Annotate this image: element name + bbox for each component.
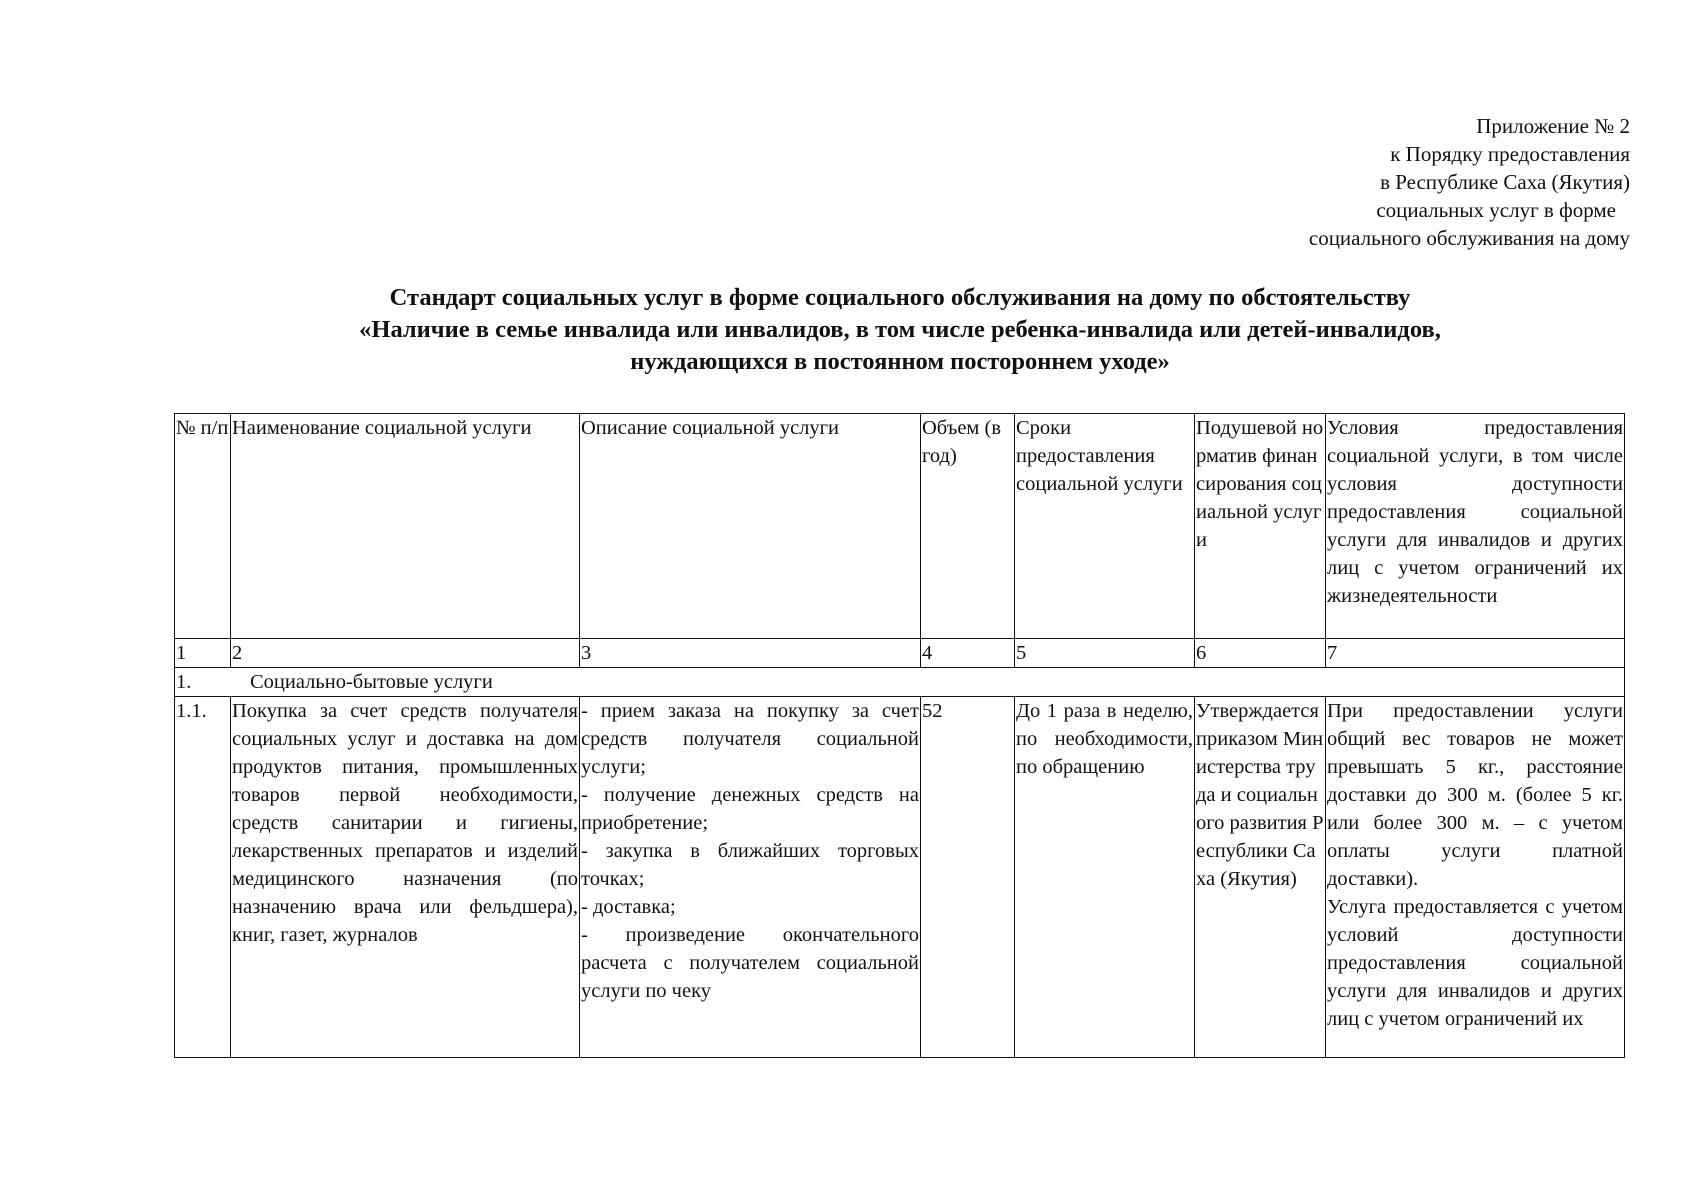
appendix-line: социальных услуг в форме — [1376, 198, 1616, 222]
header-cell-name: Наименование социальной услуги — [231, 414, 580, 639]
header-cell-conditions: Условия предоставления социальной услуги, в том числе условия доступности предоставления социальной услуги для инвалидов и других лиц с учетом ограничений их жизнедеятельности — [1326, 414, 1625, 639]
row-conditions: При предоставлении услуги общий вес товаров не может превышать 5 кг., расстояние доставки до 300 м. (более 5 кг. или более 300 м. – с учетом оплаты услуги платной доставки). Услуга предоставляется с учетом условий доступности предоставления социальной услуги для инвалидов и других лиц с учетом ограничений их — [1326, 697, 1625, 1058]
column-number: 5 — [1015, 639, 1195, 668]
row-service-name: Покупка за счет средств получателя социальных услуг и доставка на дом продуктов питания, промышленных товаров первой необходимости, средств санитарии и гигиены, лекарственных препаратов и изделий медицинского назначения (по назначению врача или фельдшера), книг, газет, журналов — [231, 697, 580, 1058]
column-number: 7 — [1326, 639, 1625, 668]
document-title — [170, 282, 1630, 378]
row-volume: 52 — [921, 697, 1015, 1058]
title-line: нуждающихся в постоянном постороннем уходе» — [630, 348, 1170, 375]
title-line: «Наличие в семье инвалида или инвалидов, в том числе ребенка-инвалида или детей-инвалидов, — [359, 316, 1441, 343]
column-number: 1 — [175, 639, 231, 668]
table-header-row — [175, 414, 1625, 639]
appendix-line: социального обслуживания на дому — [1308, 226, 1630, 250]
services-standard-table — [174, 413, 1625, 1058]
title-line: Стандарт социальных услуг в форме социального обслуживания на дому по обстоятельству — [389, 284, 1411, 311]
row-description: - прием заказа на покупку за счет средств получателя социальной услуги; - получение денежных средств на приобретение; - закупка в ближайших торговых точках; - доставка; - произведение окончательного расчета с получателем социальной услуги по чеку — [580, 697, 921, 1058]
appendix-note — [1150, 112, 1630, 252]
column-number: 2 — [231, 639, 580, 668]
row-terms: До 1 раза в неделю, по необходимости, по обращению — [1015, 697, 1195, 1058]
appendix-line: Приложение № 2 — [1476, 114, 1630, 138]
header-cell-normative: Подушевой норматив финансирования социальной услуги — [1195, 414, 1326, 639]
header-cell-volume: Объем (в год) — [921, 414, 1015, 639]
section-cell — [175, 668, 1625, 697]
appendix-line: к Порядку предоставления — [1390, 142, 1630, 166]
row-normative: Утверждается приказом Министерства труда и социального развития Республики Саха (Якутия) — [1195, 697, 1326, 1058]
section-number: 1. — [176, 671, 192, 693]
section-title: Социально-бытовые услуги — [250, 671, 493, 693]
column-numbers-row — [175, 639, 1625, 668]
row-number: 1.1. — [175, 697, 231, 1058]
header-cell-terms: Сроки предоставления социальной услуги — [1015, 414, 1195, 639]
column-number: 4 — [921, 639, 1015, 668]
column-number: 3 — [580, 639, 921, 668]
header-cell-number: № п/п — [175, 414, 231, 639]
header-cell-description: Описание социальной услуги — [580, 414, 921, 639]
appendix-line: в Республике Саха (Якутия) — [1380, 170, 1630, 194]
column-number: 6 — [1195, 639, 1326, 668]
table-row — [175, 697, 1625, 1058]
section-row — [175, 668, 1625, 697]
